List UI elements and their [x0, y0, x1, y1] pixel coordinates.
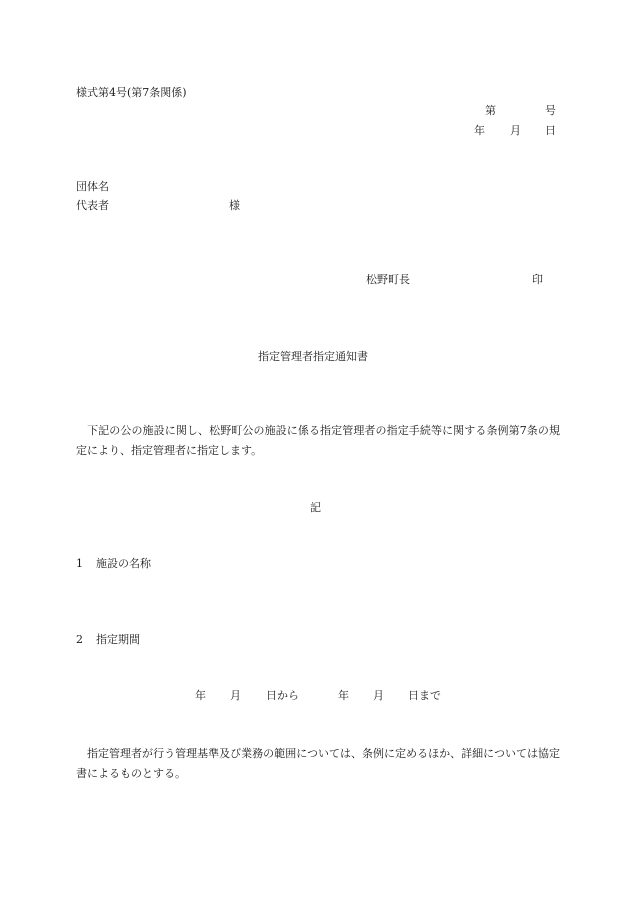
- item-2-label: 指定期間: [96, 633, 140, 646]
- date-month: 月: [510, 124, 521, 137]
- document-title: 指定管理者指定通知書: [258, 350, 368, 363]
- period-to-month: 月: [373, 689, 384, 702]
- item-2-number: 2: [76, 633, 83, 646]
- ref-go: 号: [545, 104, 556, 117]
- period-from-month: 月: [230, 689, 241, 702]
- period-to-day: 日まで: [408, 689, 441, 702]
- footer-note: 指定管理者が行う管理基準及び業務の範囲については、条例に定めるほか、詳細については協定書によるものとする。: [76, 747, 560, 780]
- rep-label: 代表者: [76, 199, 109, 212]
- item-1-label: 施設の名称: [96, 557, 151, 570]
- date-day: 日: [545, 124, 556, 137]
- item-1-number: 1: [76, 557, 83, 570]
- period-from-year: 年: [195, 689, 206, 702]
- date-year: 年: [474, 124, 485, 137]
- period-from-day: 日から: [266, 689, 299, 702]
- issuer-name: 松野町長: [366, 273, 410, 286]
- ki-heading: 記: [310, 501, 321, 514]
- org-label: 団体名: [76, 180, 109, 193]
- period-to-year: 年: [338, 689, 349, 702]
- ref-dai: 第: [485, 104, 496, 117]
- seal-mark: 印: [532, 273, 543, 286]
- form-label: 様式第4号(第7条関係): [76, 86, 187, 99]
- honorific: 様: [229, 199, 240, 212]
- body-paragraph: 下記の公の施設に関し、松野町公の施設に係る指定管理者の指定手続等に関する条例第7条の規定により、指定管理者に指定します。: [76, 424, 560, 457]
